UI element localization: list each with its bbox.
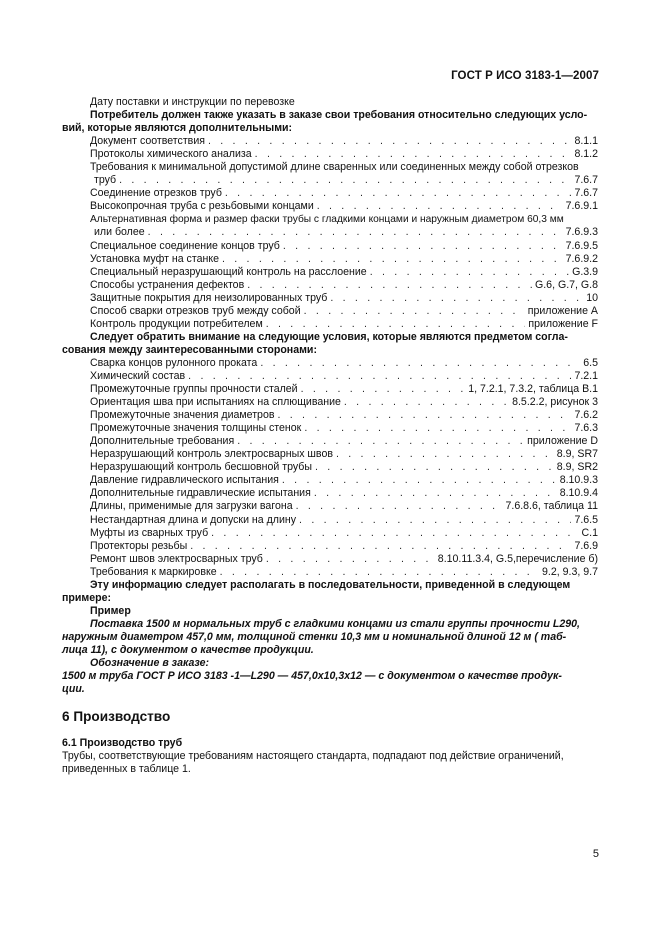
list-item: Установка муфт на станке . . . 7.6.9.2 xyxy=(90,253,598,266)
example-line1: Поставка 1500 м нормальных труб с гладкими концами из стали группы прочности L290, xyxy=(90,617,580,630)
list-item: Защитные покрытия для неизолированных труб . . . 10 xyxy=(90,292,598,305)
document-header: ГОСТ Р ИСО 3183-1—2007 xyxy=(451,70,599,82)
list-item: Протоколы химического анализа . . . 8.1.2 xyxy=(90,148,598,161)
list-item: Дополнительные гидравлические испытания . . . 8.10.9.4 xyxy=(90,487,598,500)
list-item: Способы устранения дефектов . . . G.6, G.7, G.8 xyxy=(90,279,598,292)
designation-heading: Обозначение в заказе: xyxy=(90,657,210,670)
list-item: Требования к маркировке . . . 9.2, 9.3, 9.7 xyxy=(90,566,598,579)
list-item: Специальное соединение концов труб . . . 7.6.9.5 xyxy=(90,240,598,253)
section-6-1-line1: Трубы, соответствующие требованиям настоящего стандарта, подпадают под действие ограничений, xyxy=(62,750,564,763)
list-item: Протекторы резьбы . . . 7.6.9 xyxy=(90,540,598,553)
list-item: Высокопрочная труба с резьбовыми концами . . . 7.6.9.1 xyxy=(90,200,598,213)
list-item: Ремонт швов электросварных труб . . . 8.10.11.3.4, G.5,перечисление б) xyxy=(90,553,598,566)
list-item: Муфты из сварных труб . . . С.1 xyxy=(90,527,598,540)
list-item: Давление гидравлического испытания . . . 8.10.9.3 xyxy=(90,474,598,487)
intro-line: Дату поставки и инструкции по перевозке xyxy=(90,96,295,108)
agreement-line1: Следует обратить внимание на следующие условия, которые являются предметом согла- xyxy=(90,330,568,343)
list-item: Дополнительные требования . . . приложение D xyxy=(90,435,598,448)
list-item: Промежуточные значения диаметров . . . 7.6.2 xyxy=(90,409,598,422)
example-line2: наружным диаметром 457,0 мм, толщиной стенки 10,3 мм и номинальной длиной 12 м ( таб- xyxy=(62,630,567,643)
page-number: 5 xyxy=(592,848,599,860)
agreement-line2: сования между заинтересованными сторонами: xyxy=(62,343,317,356)
list-item: Специальный неразрушающий контроль на расслоение . . . G.3.9 xyxy=(90,266,598,279)
list-item: Неразрушающий контроль бесшовной трубы . . . 8.9, SR2 xyxy=(90,461,598,474)
list-item: труб . . . 7.6.7 xyxy=(90,174,598,187)
page-content xyxy=(62,96,598,776)
section-6-1-line2: приведенных в таблице 1. xyxy=(62,763,191,776)
list-item-wrap: Требования к минимальной допустимой длине сваренных или соединенных между собой отрезков xyxy=(90,161,579,174)
list-item: Неразрушающий контроль электросварных швов . . . 8.9, SR7 xyxy=(90,448,598,461)
list-item: Документ соответствия . . . 8.1.1 xyxy=(90,135,598,148)
list-item: Промежуточные значения толщины стенок . . . 7.6.3 xyxy=(90,422,598,435)
list-item: Способ сварки отрезков труб между собой . . . приложение А xyxy=(90,305,598,318)
list-item-wrap: Альтернативная форма и размер фаски трубы с гладкими концами и наружным диаметром 60,3 мм xyxy=(90,214,564,226)
designation-line2: ции. xyxy=(62,683,85,696)
list-item: Сварка концов рулонного проката . . . 6.5 xyxy=(90,357,598,370)
list-item: Соединение отрезков труб . . . 7.6.7 xyxy=(90,187,598,200)
agreement-list xyxy=(90,357,598,579)
section-6-title: 6 Производство xyxy=(62,709,171,725)
list-item: Длины, применимые для загрузки вагона . . . 7.6.8.6, таблица 11 xyxy=(90,500,598,513)
list-item: Нестандартная длина и допуски на длину . . . 7.6.5 xyxy=(90,514,598,527)
list-item: Химический состав . . . 7.2.1 xyxy=(90,370,598,383)
list-item: Промежуточные группы прочности сталей . . . 1, 7.2.1, 7.3.2, таблица В.1 xyxy=(90,383,598,396)
options-list xyxy=(90,135,598,331)
example-heading: Пример xyxy=(90,604,131,617)
consumer-requirements-line1: Потребитель должен также указать в заказе свои требования относительно следующих усло- xyxy=(90,109,588,122)
list-item: Ориентация шва при испытаниях на сплющивание . . . 8.5.2.2, рисунок 3 xyxy=(90,396,598,409)
sequence-line1: Эту информацию следует располагать в последовательности, приведенной в следующем xyxy=(90,578,571,591)
list-item: Контроль продукции потребителем . . . приложение F xyxy=(90,318,598,331)
section-6-1-title: 6.1 Производство труб xyxy=(62,737,183,750)
sequence-line2: примере: xyxy=(62,591,112,604)
example-line3: лица 11), с документом о качестве продукции. xyxy=(62,643,314,656)
list-item: или более . . . 7.6.9.3 xyxy=(90,226,598,239)
designation-line1: 1500 м труба ГОСТ Р ИСО 3183 -1—L290 — 457,0х10,3х12 — с документом о качестве продук- xyxy=(62,670,562,683)
consumer-requirements-line2: вий, которые являются дополнительными: xyxy=(62,122,293,135)
